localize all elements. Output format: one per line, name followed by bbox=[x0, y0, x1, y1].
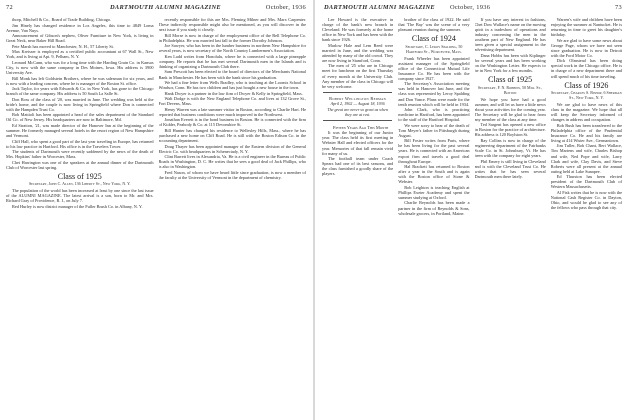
paragraph: Henry Warren was a late summer visitor in Boston, according to Charlie Hart. He reported that business conditions were much improved in the Northwest. bbox=[158, 106, 306, 117]
paragraph: Red Hurley is now district manager of the Fuller Brush Co. in Albany, N. Y. bbox=[12, 204, 143, 209]
columns bbox=[322, 17, 622, 418]
paragraph: Max Kreisser is employed as a certified public accountant at 67 Wall St., New York, and is living at Apt. 9, Pelham, N. Y. bbox=[6, 49, 154, 60]
page-number: 72 bbox=[6, 4, 13, 11]
paragraph: John Clark, who is practicing medicine in Hartford, has been appointed to the staff of the Hartford Hospital. bbox=[398, 107, 470, 123]
paragraph: Dana Hobbs has been with Kiplinger for several years and has been working on the Washington Letter. He expects to be in New York for a few months. bbox=[474, 52, 546, 73]
class-secretary: Secretary, F. N. Robbins, 50 Mill St., Boston bbox=[477, 84, 543, 95]
paragraph: The Secretary's Association meeting was held in Hanover last June, and the class was represented by Leroy Spalding and Don Vance. Plans were made for the tenth reunion which will be held in 1934. bbox=[398, 81, 470, 107]
page-header bbox=[6, 4, 306, 16]
column-2 bbox=[398, 17, 469, 418]
memorial-name: Robert Wellington Redman bbox=[329, 95, 387, 101]
paragraph: Bob Bush has been transferred to the Philadelphia office of the Prudential Insurance Co. He and his family are living at 414 Wister Ave., Germantown. bbox=[550, 122, 622, 143]
magazine-title: DARTMOUTH ALUMNI MAGAZINE bbox=[324, 4, 435, 11]
paragraph: Announcement of Gibson's nephew, Oliver Furniture in New York, is living in Great Neck, near Baker Hill Road. bbox=[6, 33, 154, 44]
class-heading: Class of 1926 bbox=[564, 80, 609, 90]
paragraph: brother of the class of 1922. He said that 'The Bay' was the scene of a very pleasant reunion during the summer. bbox=[398, 17, 470, 33]
paragraph: Chet Harrington was one of the speakers at the annual dinner of the Dartmouth Club of Worcester last spring. bbox=[6, 159, 154, 170]
memorial-notice bbox=[323, 92, 392, 121]
paragraph: Bill Hunter has changed his residence to Wellesley Hills, Mass., where he has purchased a new home on Cliff Road. He is still with the Boston Edison Co. in the accounting department. bbox=[158, 127, 306, 144]
paragraph: Bill Foster writes from Paris, where he has been living for the past several years. He is connected with an American export firm and travels a good deal throughout Europe. bbox=[398, 138, 470, 164]
paragraph: Pete Marsh has moved to Manchester, N. H., 57 Liberty St. bbox=[12, 43, 114, 49]
paragraph: Ray Collins is now in charge of the engineering department of the Fairbanks Scale Co. in St. Johnsbury, Vt. He has been with the company for eight years. bbox=[474, 137, 546, 159]
paragraph: The students of Dartmouth were recently saddened by the news of the death of Mrs. Hopkins' father in Worcester, Mass. bbox=[6, 149, 154, 160]
magazine-title: DARTMOUTH ALUMNI MAGAZINE bbox=[110, 4, 221, 11]
paragraph: The population of the world has been increased at least by one since the last issue of the ALUMNI MAGAZINE. The latest arrival is a son, born to Mr. and Mrs. Richard Gray of Providence, R. I., on July 7. bbox=[6, 188, 154, 204]
section-subhead: Fifteen Years Ago This Month bbox=[332, 124, 389, 130]
class-heading: Class of 1925 bbox=[488, 75, 533, 85]
paragraph: Clint Barrett lives in Alexandria, Va. He is a civil engineer in the Bureau of Public Roads in Washington, D. C. He writes that he sees a good deal of Jack Phillips, who is also in Washington. bbox=[158, 154, 306, 170]
column-4 bbox=[551, 17, 622, 418]
paragraph: Phil Emery is still living in Cleveland and is with the Cleveland Trust Co. He writes that he has seen several Dartmouth men there lately. bbox=[474, 158, 546, 179]
paragraph: Sam Prescott has been elected to the board of directors of the Merchants National Bank in Manchester. He has been with the bank since his graduation. bbox=[158, 69, 306, 80]
paragraph: Charlie Reynolds has been made a partner in the firm of Reynolds & Sons, wholesale grocers, in Portland, Maine. bbox=[398, 200, 470, 216]
paragraph: We are glad to have news of this class in the magazine. We hope that all will keep the Secretary informed of changes in address and occupation. bbox=[550, 102, 622, 123]
paragraph: Ken Ladd writes from Honolulu, where he is connected with a large pineapple company. He reports that he has met several Dartmouth men in the Islands and is thinking of organizing a Dartmouth Club there. bbox=[158, 53, 306, 69]
memorial-quote: The great are never so great as when they are at rest. bbox=[327, 106, 388, 117]
paragraph: Al Fisk writes that he is now with the National Cash Register Co. in Dayton, Ohio, and would be glad to see any of the fellows who pass through that city. bbox=[550, 189, 622, 210]
paragraph: We were sorry to hear of the death of Tom Meyer's father in Pittsburgh during August. bbox=[398, 122, 470, 138]
paragraph: Don Ross of the class of '20, was married in June. The wedding was held at the bride's home, and the couple is now living in Springfield where Don is connected with the Hampden Trust Co. bbox=[6, 96, 154, 112]
class-heading: Class of 1925 bbox=[57, 171, 102, 181]
paragraph: recently responsible for this are Mrs. Fleming Milner and Mrs. Marx Carpenter. These indirectly responsible might also be mentioned, as you will discover in the next issue if you study it closely. bbox=[158, 17, 306, 33]
paragraph: We are glad to have some news about George Page, whom we have not seen since graduation. He is now in Detroit with the Ford Motor Co. bbox=[550, 37, 622, 58]
paragraph: Walt Dodge is with the New England Telephone Co. and lives at 132 Grove St., Fort Devens, Mass. bbox=[158, 96, 306, 107]
paragraph: Bob Mattioli has been appointed a head of the sales department of the Standard Oil Co. of New Jersey. His headquarters are now in Baltimore, Md. bbox=[6, 112, 154, 123]
paragraph: Joe Sawyer, who has been in the lumber business in northern New Hampshire for several years, is now secretary of the North Country Lumbermen's Association. bbox=[158, 43, 306, 54]
paragraph: Marlow Hale and Lem Reed were married in June, and the wedding was attended by many of the old crowd. They are now living in Stamford, Conn. bbox=[322, 42, 394, 63]
column-1 bbox=[6, 17, 154, 418]
paragraph: If you have any interest in fashions, Chet Dow Wallace's name on the moving spirit in a tradeshow of operations and industry concerning the men in the southern part of New England. He has been given a special assignment in the advertising department. bbox=[474, 17, 546, 53]
paragraph: Jack Taylor, for years with Edwards & Co. in New York, has gone to the Chicago branch of the same company. His address is 50 South La Salle St. bbox=[6, 86, 154, 97]
paragraph: Doug Thayer has been appointed manager of the Eastern division of the General Electric Co. with headquarters in Schenectady, N. Y. bbox=[158, 143, 306, 154]
class-secretary: Secretary, Charles S. Bishop, 6 Sherman St., New York, N. Y. bbox=[550, 90, 622, 101]
paragraph: Dick Olmstead has been doing special work in the Chicago office. He is in charge of a new department there and will spend much of his time traveling. bbox=[550, 58, 622, 79]
right-page bbox=[316, 0, 628, 420]
paragraph: Jim Tuller, Bob Chant, Bert Wallace, Tim Martens and wife, Charles Bishop and wife, Ned Pope and wife, Larry Clark and wife, Clay Davis, and Steve Roberts were all present at the annual outing held at Lake Sunapee. bbox=[550, 143, 622, 174]
paragraph: The football team under Coach Spears had one of its best seasons, and the class furnished a goodly share of the players. bbox=[322, 156, 394, 177]
column-2 bbox=[159, 17, 307, 418]
column-3 bbox=[475, 17, 546, 418]
paragraph: Bill Morse is now in charge of the employment office of the Bell Telephone Co. in Philadelphia. He was married last fall to the former Dorothy Johnson. bbox=[158, 32, 306, 43]
memorial-dates: April 2, 1902 — August 18, 1936 bbox=[330, 100, 385, 106]
paragraph: Hal Brackett has returned to Boston after a year in the South and is again with the Boston office of Stone & Webster. bbox=[398, 164, 470, 185]
paragraph: Jim Hinely has changed residence in Los Angeles, this time to 4849 Loma Avenue, Van Nuys. bbox=[6, 22, 154, 33]
page-gutter bbox=[313, 0, 315, 420]
paragraph: Hank Dwyer is a partner in the law firm of Dwyer & Kelly in Springfield, Mass. bbox=[164, 90, 303, 96]
paragraph: Cliff Hall, who spent a good part of the last year traveling in Europe, has returned to his law practice in Hartford. His office is in the Travelers Tower. bbox=[6, 138, 154, 149]
page-number: 73 bbox=[615, 4, 622, 11]
issue-date: October, 1936 bbox=[265, 4, 306, 11]
columns bbox=[6, 17, 306, 418]
paragraph: Fred Nason, of whom we have heard little since graduation, is now a member of the faculty at the University of Vermont in the department of chemistry. bbox=[158, 169, 306, 180]
paragraph: The men of '25 who are in Chicago meet for luncheon on the first Thursday of every month at the University Club. Any member of the class in Chicago will be very welcome. bbox=[322, 63, 394, 89]
paragraph: thorp, Mitchell & Co., Board of Trade Building, Chicago. bbox=[12, 17, 112, 22]
column-1 bbox=[322, 17, 393, 418]
paragraph: Ted Sargent has opened a new office in Boston for the practice of architecture. His address is 120 Boylston St. bbox=[474, 122, 546, 138]
paragraph: Frank Wheeler has been appointed assistant manager of the Springfield office of the Connecticut Mutual Life Insurance Co. He has been with the company since 1927. bbox=[398, 55, 470, 81]
page-header bbox=[322, 4, 622, 16]
paragraph: Bob Leighton is teaching English at Phillips Exeter Academy and spent the summer studying at Oxford. bbox=[398, 184, 470, 200]
class-secretary: Secretary, John C. Allen, 136 Liberty St., New York, N. Y. bbox=[28, 181, 131, 187]
paragraph: Ed Thurston has been elected president of the Dartmouth Club of Western Massachusetts. bbox=[550, 174, 622, 190]
left-page bbox=[0, 0, 312, 420]
paragraph: It was the beginning of our Junior year. The class held its first meeting in Webster Hall and elected officers for the year. Memories of that fall remain vivid for many of us. bbox=[322, 130, 394, 156]
paragraph: Lee Howard is the executive in charge of the bank's new branch in Cleveland. He was formerly at the home office in New York and has been with the bank since 1926. bbox=[322, 17, 394, 43]
paragraph: Warren's wife and children have been enjoying the summer at Nantucket. He is returning in time to greet his daughter's birthday. bbox=[550, 17, 622, 38]
paragraph: Jonathan Everett is in the bond business in Boston. He is connected with the firm of Kidder, Peabody & Co. at 115 Devonshire St. bbox=[158, 117, 306, 128]
paragraph: Bill Monk has left Goldstein Brothers, where he was salesman for six years, and is now with a leading concern, where he is manager of the Boston St. office. bbox=[6, 75, 154, 86]
issue-date: October, 1936 bbox=[450, 4, 491, 11]
paragraph: We hope you have had a good summer, and will let us have a little news about your activities for the coming year. The Secretary will be glad to hear from any member of the class at any time. bbox=[474, 96, 546, 122]
paragraph: Ed Stratton, '21, was made director of the Hanover Inn at the beginning of the summer. He formerly managed several hotels in the resort region of New Hampshire and Vermont. bbox=[6, 122, 154, 139]
paragraph: Leonard McCann, who was for a long time with the Harding Grain Co. in Kansas City, is now with the same company in Des Moines, Iowa. His address is 3900 University Ave. bbox=[6, 59, 154, 75]
paragraph: We had a fine letter from Wells Bradley, who is teaching at the Loomis School in Windsor, Conn. He has two children and has just bought a new house in the town. bbox=[158, 80, 306, 91]
class-secretary: Secretary, C. Leroy Spalding, 50 Hartford St., Worcester, Mass. bbox=[405, 43, 463, 54]
class-heading: Class of 1924 bbox=[411, 34, 456, 44]
